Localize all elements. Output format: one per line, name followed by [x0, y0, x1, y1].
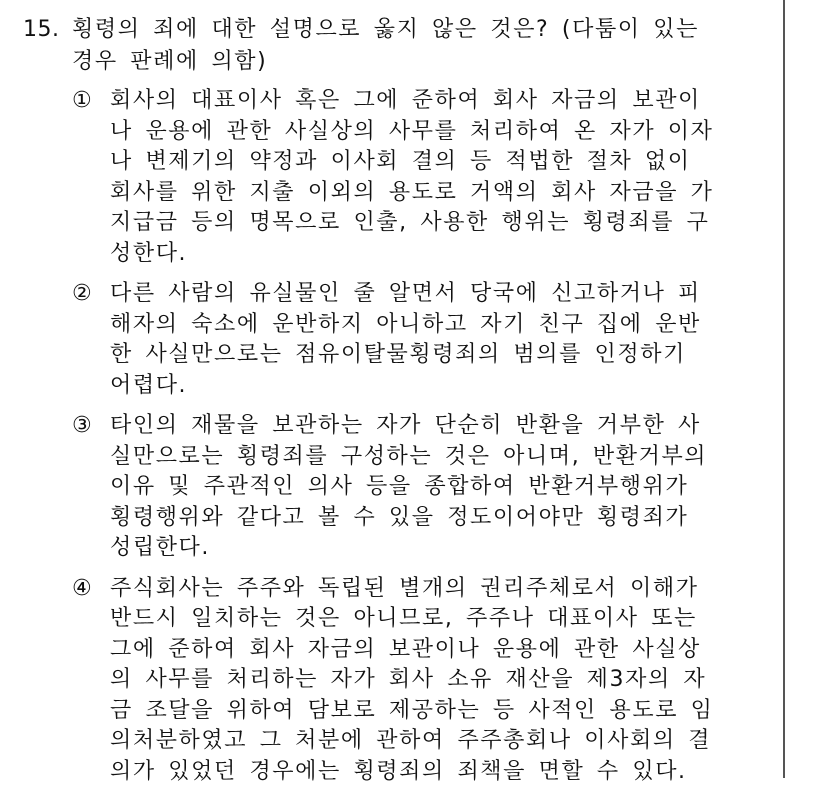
option-3[interactable]: [72, 411, 763, 564]
question-text-line: 경우 판례에 의함): [72, 49, 268, 74]
question-block: [23, 14, 763, 797]
option-text-line: 성립한다.: [110, 535, 211, 560]
option-text-line: 의 사무를 처리하는 자가 회사 소유 재산을 제3자의 자: [110, 667, 707, 692]
option-text-line: 횡령행위와 같다고 볼 수 있을 정도이어야만 횡령죄가: [110, 504, 689, 530]
option-text-line: 의처분하였고 그 처분에 관하여 주주총회나 이사회의 결: [110, 728, 712, 753]
option-text-line: 이유 및 주관적인 의사 등을 종합하여 반환거부행위가: [110, 474, 689, 499]
option-text-line: 어렵다.: [110, 372, 188, 398]
option-marker-1: ①: [72, 88, 92, 113]
option-4[interactable]: [72, 574, 763, 788]
question-stem: [23, 14, 763, 78]
option-text-line: 타인의 재물을 보관하는 자가 단순히 반환을 거부한 사: [110, 413, 701, 438]
option-text-line: 나 변제기의 약정과 이사회 결의 등 적법한 절차 없이: [110, 149, 691, 174]
option-text-line: 회사의 대표이사 혹은 그에 준하여 회사 자금의 보관이: [110, 88, 701, 113]
option-marker-3: ③: [72, 413, 92, 438]
option-text-line: 의가 있었던 경우에는 횡령죄의 죄책을 면할 수 있다.: [110, 758, 687, 784]
column-divider: [783, 0, 785, 778]
option-text-line: 다른 사람의 유실물인 줄 알면서 당국에 신고하거나 피: [110, 281, 701, 306]
option-marker-4: ④: [72, 575, 92, 601]
answer-options: [23, 86, 763, 787]
option-marker-2: ②: [72, 281, 92, 306]
option-text-line: 반드시 일치하는 것은 아니므로, 주주나 대표이사 또는: [110, 606, 697, 631]
option-text-line: 성한다.: [110, 240, 188, 266]
option-text-line: 주식회사는 주주와 독립된 별개의 권리주체로서 이해가: [110, 575, 699, 601]
option-1[interactable]: [72, 86, 763, 269]
option-text-line: 한 사실만으로는 점유이탈물횡령죄의 범의를 인정하기: [110, 342, 686, 367]
question-number: 15.: [23, 17, 60, 42]
option-text-line: 회사를 위한 지출 이외의 용도로 거액의 회사 자금을 가: [110, 179, 714, 205]
option-2[interactable]: [72, 279, 763, 401]
option-text-line: 해자의 숙소에 운반하지 아니하고 자기 친구 집에 운반: [110, 311, 701, 337]
option-text-line: 그에 준하여 회사 자금의 보관이나 운용에 관한 사실상: [110, 636, 701, 662]
option-text-line: 지급금 등의 명목으로 인출, 사용한 행위는 횡령죄를 구: [110, 210, 710, 235]
question-text-line: 횡령의 죄에 대한 설명으로 옳지 않은 것은? (다툼이 있는: [72, 17, 699, 42]
option-text-line: 나 운용에 관한 사실상의 사무를 처리하여 온 자가 이자: [110, 118, 714, 144]
option-text-line: 금 조달을 위하여 담보로 제공하는 등 사적인 용도로 임: [110, 697, 714, 723]
option-text-line: 실만으로는 횡령죄를 구성하는 것은 아니며, 반환거부의: [110, 443, 708, 469]
